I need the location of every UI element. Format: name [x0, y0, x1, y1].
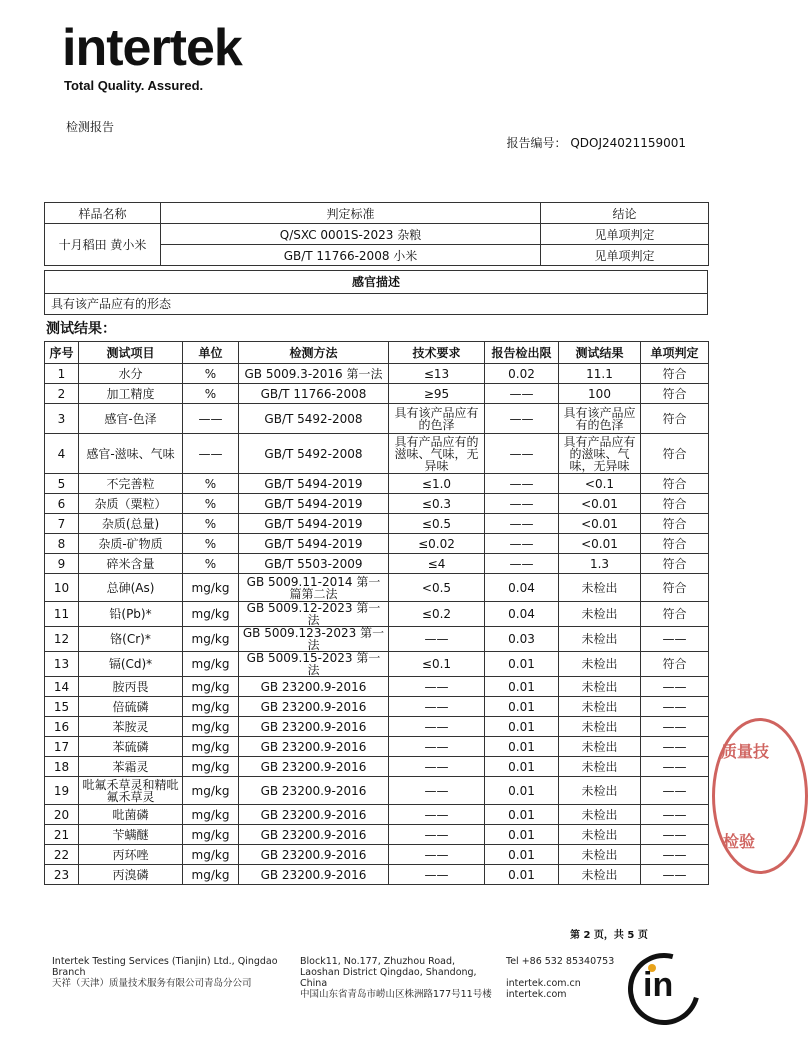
table-cell: 1 — [45, 364, 79, 384]
seal-text-bottom: 检验 — [723, 832, 756, 851]
table-cell: 铬(Cr)* — [79, 627, 183, 652]
table-cell: GB 23200.9-2016 — [239, 757, 389, 777]
table-row — [45, 474, 709, 494]
table-cell: —— — [485, 384, 559, 404]
table-cell: mg/kg — [183, 697, 239, 717]
table-cell: —— — [641, 805, 709, 825]
results-header-cell: 单位 — [183, 342, 239, 364]
table-cell: 15 — [45, 697, 79, 717]
table-cell: 16 — [45, 717, 79, 737]
table-row — [45, 757, 709, 777]
table-cell: mg/kg — [183, 602, 239, 627]
address-cn: 中国山东省青岛市崂山区株洲路177号11号楼 — [300, 989, 492, 1000]
table-cell: 铅(Pb)* — [79, 602, 183, 627]
table-cell: GB 23200.9-2016 — [239, 777, 389, 805]
intertek-logo: intertek — [62, 19, 242, 77]
results-header-cell: 技术要求 — [389, 342, 485, 364]
table-cell: <0.01 — [559, 534, 641, 554]
table-cell: mg/kg — [183, 717, 239, 737]
table-cell: GB 5009.123-2023 第一法 — [239, 627, 389, 652]
table-row — [45, 534, 709, 554]
table-cell: % — [183, 384, 239, 404]
table-cell: GB/T 5494-2019 — [239, 534, 389, 554]
table-cell: 未检出 — [559, 627, 641, 652]
summary-header-row — [45, 203, 709, 224]
table-cell: 未检出 — [559, 652, 641, 677]
table-cell: —— — [485, 434, 559, 474]
table-cell: 0.03 — [485, 627, 559, 652]
table-row — [45, 825, 709, 845]
table-row — [45, 494, 709, 514]
table-cell: 1.3 — [559, 554, 641, 574]
web-cn-link[interactable]: intertek.com.cn — [506, 978, 581, 989]
table-cell: GB 23200.9-2016 — [239, 845, 389, 865]
sensory-text: 具有该产品应有的形态 — [51, 297, 172, 311]
table-cell: GB 5009.15-2023 第一法 — [239, 652, 389, 677]
table-cell: <0.01 — [559, 514, 641, 534]
table-cell: 10 — [45, 574, 79, 602]
company-cn: 天祥（天津）质量技术服务有限公司青岛分公司 — [52, 978, 252, 989]
table-cell: ≤4 — [389, 554, 485, 574]
table-cell: ≤0.02 — [389, 534, 485, 554]
table-cell: —— — [641, 865, 709, 885]
table-cell: 符合 — [641, 534, 709, 554]
table-cell: —— — [389, 825, 485, 845]
results-header-cell: 测试结果 — [559, 342, 641, 364]
table-cell: 5 — [45, 474, 79, 494]
table-cell: % — [183, 494, 239, 514]
table-cell: —— — [641, 777, 709, 805]
table-cell: —— — [389, 777, 485, 805]
table-cell: 12 — [45, 627, 79, 652]
standard-cell: GB/T 11766-2008 小米 — [161, 245, 541, 266]
results-header-cell: 序号 — [45, 342, 79, 364]
table-cell: 19 — [45, 777, 79, 805]
table-row — [45, 602, 709, 627]
table-cell: % — [183, 554, 239, 574]
table-cell: mg/kg — [183, 737, 239, 757]
table-row — [45, 554, 709, 574]
table-cell: 未检出 — [559, 737, 641, 757]
summary-table — [44, 202, 709, 266]
footer-address — [300, 956, 495, 1000]
table-cell: ≤13 — [389, 364, 485, 384]
standard-cell: Q/SXC 0001S-2023 杂粮 — [161, 224, 541, 245]
table-cell: —— — [641, 845, 709, 865]
table-cell: 未检出 — [559, 697, 641, 717]
results-header-cell: 单项判定 — [641, 342, 709, 364]
table-cell: 22 — [45, 845, 79, 865]
table-cell: GB/T 5503-2009 — [239, 554, 389, 574]
table-cell: 感官-色泽 — [79, 404, 183, 434]
table-cell: 苯硫磷 — [79, 737, 183, 757]
summary-col-sample: 样品名称 — [45, 203, 161, 224]
summary-row — [45, 224, 709, 245]
table-cell: —— — [183, 404, 239, 434]
table-cell: 6 — [45, 494, 79, 514]
table-cell: GB/T 5494-2019 — [239, 494, 389, 514]
table-cell: 0.01 — [485, 717, 559, 737]
table-cell: 丙环唑 — [79, 845, 183, 865]
conclusion-cell: 见单项判定 — [541, 245, 709, 266]
table-cell: 未检出 — [559, 757, 641, 777]
table-cell: 符合 — [641, 602, 709, 627]
table-cell: —— — [389, 717, 485, 737]
table-cell: <0.1 — [559, 474, 641, 494]
table-cell: GB/T 5492-2008 — [239, 434, 389, 474]
table-cell: 杂质（粟粒） — [79, 494, 183, 514]
results-header-cell: 检测方法 — [239, 342, 389, 364]
official-seal-stamp — [712, 718, 808, 874]
table-row — [45, 777, 709, 805]
sensory-title: 感官描述 — [45, 271, 707, 294]
table-cell: GB/T 5494-2019 — [239, 514, 389, 534]
table-cell: 苯胺灵 — [79, 717, 183, 737]
sample-name: 十月稻田 黄小米 — [45, 224, 161, 266]
table-cell: 100 — [559, 384, 641, 404]
table-cell: 0.01 — [485, 777, 559, 805]
table-cell: % — [183, 534, 239, 554]
table-cell: ≤0.3 — [389, 494, 485, 514]
table-row — [45, 677, 709, 697]
table-cell: 23 — [45, 865, 79, 885]
table-cell: 杂质(总量) — [79, 514, 183, 534]
table-cell: —— — [389, 845, 485, 865]
table-cell: 未检出 — [559, 865, 641, 885]
table-cell: 符合 — [641, 404, 709, 434]
table-cell: —— — [389, 737, 485, 757]
table-cell: —— — [641, 825, 709, 845]
sensory-box — [44, 270, 708, 315]
table-cell: 胺丙畏 — [79, 677, 183, 697]
table-row — [45, 737, 709, 757]
table-cell: —— — [485, 474, 559, 494]
table-cell: 符合 — [641, 474, 709, 494]
table-row — [45, 845, 709, 865]
table-cell: 符合 — [641, 384, 709, 404]
table-cell: 7 — [45, 514, 79, 534]
table-cell: —— — [389, 677, 485, 697]
address-en: Block11, No.177, Zhuzhou Road, Laoshan District Qingdao, Shandong, China — [300, 956, 477, 989]
table-cell: mg/kg — [183, 652, 239, 677]
table-cell: 总砷(As) — [79, 574, 183, 602]
table-cell: 3 — [45, 404, 79, 434]
table-cell: GB 5009.12-2023 第一法 — [239, 602, 389, 627]
table-cell: 水分 — [79, 364, 183, 384]
table-cell: —— — [389, 627, 485, 652]
table-cell: ≤0.1 — [389, 652, 485, 677]
table-row — [45, 865, 709, 885]
table-cell: 9 — [45, 554, 79, 574]
table-cell: 符合 — [641, 434, 709, 474]
table-cell: 符合 — [641, 514, 709, 534]
table-cell: 未检出 — [559, 825, 641, 845]
table-cell: 0.04 — [485, 602, 559, 627]
table-row — [45, 717, 709, 737]
company-en: Intertek Testing Services (Tianjin) Ltd., Qingdao Branch — [52, 956, 278, 978]
footer-company — [52, 956, 282, 989]
table-row — [45, 434, 709, 474]
conclusion-cell: 见单项判定 — [541, 224, 709, 245]
table-cell: <0.5 — [389, 574, 485, 602]
table-cell: —— — [641, 627, 709, 652]
table-cell: —— — [641, 757, 709, 777]
table-cell: ≤0.5 — [389, 514, 485, 534]
table-cell: GB/T 5492-2008 — [239, 404, 389, 434]
table-cell: 具有产品应有的滋味、气味，无异味 — [559, 434, 641, 474]
table-cell: 丙溴磷 — [79, 865, 183, 885]
table-cell: 14 — [45, 677, 79, 697]
table-cell: —— — [641, 677, 709, 697]
table-cell: 20 — [45, 805, 79, 825]
report-number: 报告编号： QDOJ24021159001 — [506, 136, 686, 150]
table-cell: 不完善粒 — [79, 474, 183, 494]
table-cell: 未检出 — [559, 574, 641, 602]
results-title: 测试结果： — [46, 321, 116, 337]
table-cell: 具有该产品应有的色泽 — [559, 404, 641, 434]
table-cell: 0.01 — [485, 697, 559, 717]
table-cell: 0.04 — [485, 574, 559, 602]
table-cell: 苯霜灵 — [79, 757, 183, 777]
table-cell: 未检出 — [559, 805, 641, 825]
table-cell: 苄螨醚 — [79, 825, 183, 845]
results-header-cell: 测试项目 — [79, 342, 183, 364]
table-cell: —— — [485, 494, 559, 514]
table-cell: 具有该产品应有的色泽 — [389, 404, 485, 434]
table-cell: 吡菌磷 — [79, 805, 183, 825]
document-title: 检测报告 — [66, 120, 115, 134]
results-header-cell: 报告检出限 — [485, 342, 559, 364]
table-cell: 0.01 — [485, 677, 559, 697]
results-header-row — [45, 342, 709, 364]
table-cell: mg/kg — [183, 677, 239, 697]
table-cell: 加工精度 — [79, 384, 183, 404]
table-cell: GB/T 11766-2008 — [239, 384, 389, 404]
tagline: Total Quality. Assured. — [64, 78, 204, 93]
table-cell: 未检出 — [559, 777, 641, 805]
table-cell: 符合 — [641, 652, 709, 677]
table-cell: GB 23200.9-2016 — [239, 825, 389, 845]
table-row — [45, 384, 709, 404]
table-cell: 0.01 — [485, 652, 559, 677]
table-cell: GB 23200.9-2016 — [239, 677, 389, 697]
table-cell: % — [183, 514, 239, 534]
page-number: 第 2 页，共 5 页 — [570, 930, 648, 941]
table-cell: —— — [641, 697, 709, 717]
table-cell: 杂质-矿物质 — [79, 534, 183, 554]
web-link[interactable]: intertek.com — [506, 989, 567, 1000]
table-row — [45, 652, 709, 677]
results-body — [45, 364, 709, 885]
table-cell: —— — [485, 514, 559, 534]
table-cell: —— — [641, 737, 709, 757]
table-cell: —— — [641, 717, 709, 737]
table-cell: 0.01 — [485, 757, 559, 777]
table-cell: —— — [485, 534, 559, 554]
table-cell: 符合 — [641, 574, 709, 602]
brand-mark: in — [643, 966, 674, 1004]
table-cell: GB/T 5494-2019 — [239, 474, 389, 494]
table-cell: 具有产品应有的滋味、气味，无异味 — [389, 434, 485, 474]
table-cell: mg/kg — [183, 865, 239, 885]
table-cell: GB 23200.9-2016 — [239, 865, 389, 885]
table-cell: 镉(Cd)* — [79, 652, 183, 677]
table-cell: —— — [389, 805, 485, 825]
table-cell: mg/kg — [183, 777, 239, 805]
table-row — [45, 805, 709, 825]
table-cell: 0.01 — [485, 805, 559, 825]
table-cell: GB 23200.9-2016 — [239, 697, 389, 717]
table-cell: GB 23200.9-2016 — [239, 805, 389, 825]
table-cell: 0.01 — [485, 865, 559, 885]
table-row — [45, 627, 709, 652]
table-cell: % — [183, 474, 239, 494]
table-cell: 11 — [45, 602, 79, 627]
table-cell: 未检出 — [559, 717, 641, 737]
table-cell: 11.1 — [559, 364, 641, 384]
summary-col-standard: 判定标准 — [161, 203, 541, 224]
table-cell: % — [183, 364, 239, 384]
table-cell: 符合 — [641, 494, 709, 514]
table-cell: 17 — [45, 737, 79, 757]
table-cell: 13 — [45, 652, 79, 677]
table-cell: 0.02 — [485, 364, 559, 384]
table-cell: 碎米含量 — [79, 554, 183, 574]
results-table — [44, 341, 709, 885]
table-cell: 2 — [45, 384, 79, 404]
table-cell: 4 — [45, 434, 79, 474]
table-cell: GB 5009.3-2016 第一法 — [239, 364, 389, 384]
table-cell: —— — [183, 434, 239, 474]
table-cell: <0.01 — [559, 494, 641, 514]
table-cell: 0.01 — [485, 825, 559, 845]
table-cell: 倍硫磷 — [79, 697, 183, 717]
table-cell: GB 5009.11-2014 第一篇第二法 — [239, 574, 389, 602]
table-cell: GB 23200.9-2016 — [239, 737, 389, 757]
table-cell: mg/kg — [183, 845, 239, 865]
table-cell: 8 — [45, 534, 79, 554]
table-cell: —— — [485, 404, 559, 434]
table-row — [45, 514, 709, 534]
table-cell: mg/kg — [183, 825, 239, 845]
tel: Tel +86 532 85340753 — [506, 956, 615, 967]
table-cell: 0.01 — [485, 737, 559, 757]
table-cell: —— — [389, 697, 485, 717]
table-row — [45, 404, 709, 434]
table-cell: 感官-滋味、气味 — [79, 434, 183, 474]
table-cell: ≥95 — [389, 384, 485, 404]
table-row — [45, 574, 709, 602]
table-cell: 吡氟禾草灵和精吡氟禾草灵 — [79, 777, 183, 805]
table-cell: mg/kg — [183, 805, 239, 825]
table-cell: 符合 — [641, 554, 709, 574]
table-cell: mg/kg — [183, 627, 239, 652]
table-cell: 18 — [45, 757, 79, 777]
table-cell: ≤1.0 — [389, 474, 485, 494]
table-cell: ≤0.2 — [389, 602, 485, 627]
table-cell: 未检出 — [559, 677, 641, 697]
table-cell: —— — [389, 757, 485, 777]
table-cell: —— — [485, 554, 559, 574]
table-cell: 0.01 — [485, 845, 559, 865]
summary-col-conclusion: 结论 — [541, 203, 709, 224]
table-cell: 符合 — [641, 364, 709, 384]
table-cell: GB 23200.9-2016 — [239, 717, 389, 737]
table-cell: 未检出 — [559, 845, 641, 865]
seal-text-top: 质量技 — [721, 742, 770, 761]
table-row — [45, 364, 709, 384]
table-cell: —— — [389, 865, 485, 885]
table-cell: 21 — [45, 825, 79, 845]
footer-contact — [506, 956, 621, 1000]
table-row — [45, 697, 709, 717]
table-cell: mg/kg — [183, 574, 239, 602]
table-cell: mg/kg — [183, 757, 239, 777]
table-cell: 未检出 — [559, 602, 641, 627]
